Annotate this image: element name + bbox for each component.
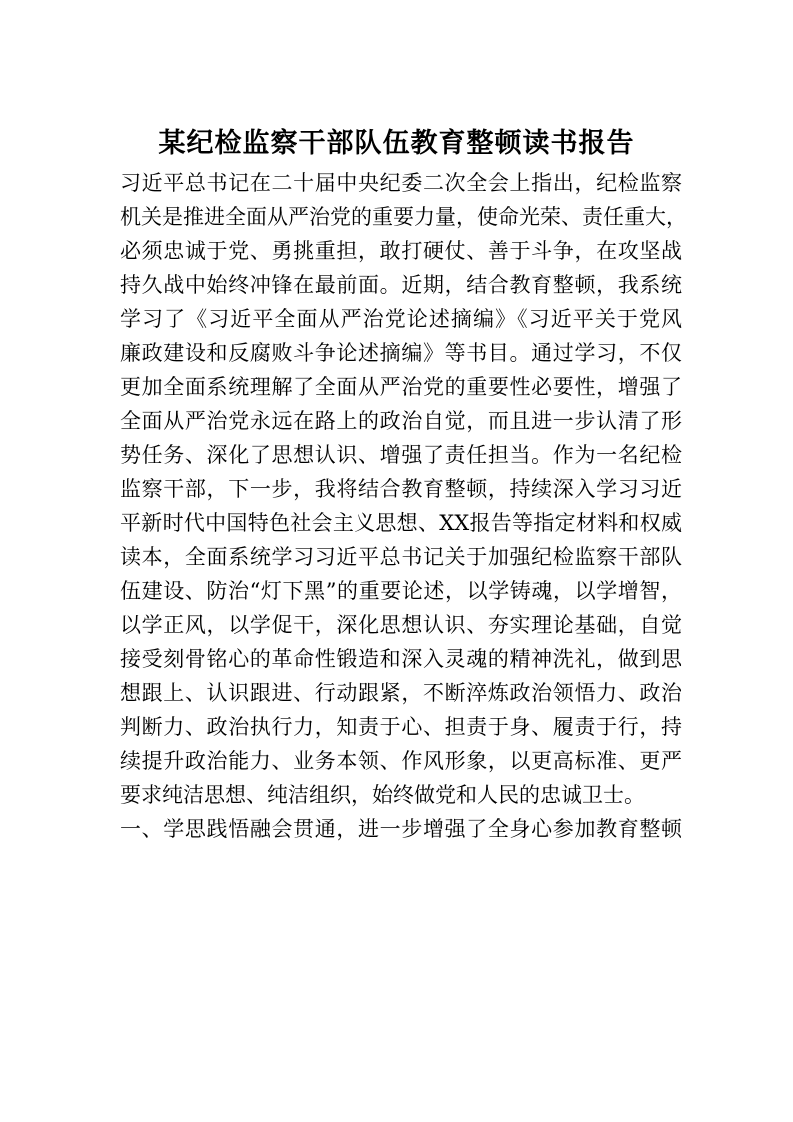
document-body [120,166,687,846]
document-title: 某纪检监察干部队伍教育整顿读书报告 [158,128,635,159]
body-line: 监察干部，下一步，我将结合教育整顿，持续深入学习习近 [120,477,682,501]
body-line: 持久战中始终冲锋在最前面。近期，结合教育整顿，我系统 [120,273,682,297]
body-line: 判断力、政治执行力，知责于心、担责于身、履责于行，持 [120,715,682,739]
body-line: 读本，全面系统学习习近平总书记关于加强纪检监察干部队 [120,545,682,569]
body-line: 必须忠诚于党、勇挑重担，敢打硬仗、善于斗争，在攻坚战 [120,239,682,263]
body-line: 廉政建设和反腐败斗争论述摘编》等书目。通过学习，不仅 [120,341,682,365]
body-line: 要求纯洁思想、纯洁组织，始终做党和人民的忠诚卫士。 [120,783,645,807]
body-line: 全面从严治党永远在路上的政治自觉，而且进一步认清了形 [120,409,682,433]
body-line: 接受刻骨铭心的革命性锻造和深入灵魂的精神洗礼，做到思 [120,647,682,671]
body-line: 平新时代中国特色社会主义思想、XX报告等指定材料和权威 [120,511,682,535]
body-line: 想跟上、认识跟进、行动跟紧，不断淬炼政治领悟力、政治 [120,681,682,705]
body-line: 以学正风，以学促干，深化思想认识、夯实理论基础，自觉 [120,613,682,637]
body-line: 机关是推进全面从严治党的重要力量，使命光荣、责任重大， [120,205,687,229]
body-line: 习近平总书记在二十届中央纪委二次全会上指出，纪检监察 [120,171,682,195]
body-line: 伍建设、防治“灯下黑”的重要论述，以学铸魂，以学增智， [120,579,682,603]
section-heading-line: 一、学思践悟融会贯通，进一步增强了全身心参加教育整顿 [120,817,682,841]
body-line: 势任务、深化了思想认识、增强了责任担当。作为一名纪检 [120,443,682,467]
body-line: 学习了《习近平全面从严治党论述摘编》《习近平关于党风 [120,307,682,331]
body-line: 续提升政治能力、业务本领、作风形象，以更高标准、更严 [120,749,682,773]
body-line: 更加全面系统理解了全面从严治党的重要性必要性，增强了 [120,375,682,399]
